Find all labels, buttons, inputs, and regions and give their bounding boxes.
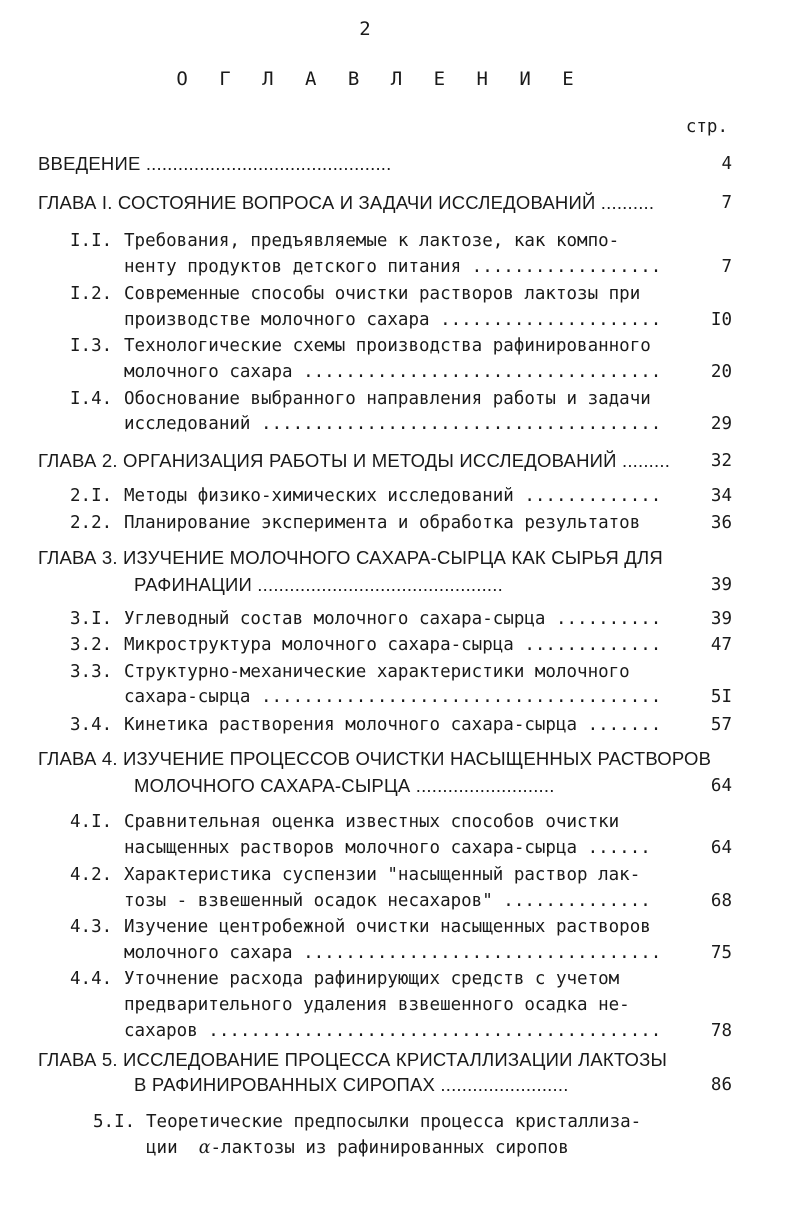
chapter-number: ГЛАВА 2. — [38, 450, 118, 471]
section-number: 3.4. — [70, 715, 113, 735]
entry-page: I0 — [710, 310, 732, 330]
leader-dots: .......... — [595, 192, 655, 213]
section-title-line: насыщенных растворов молочного сахара-сырца ...... — [124, 838, 651, 858]
entry-page: 39 — [710, 575, 732, 595]
section-number: 4.4. — [70, 969, 113, 989]
entry-page: 64 — [710, 838, 732, 858]
entry-page: 39 — [710, 609, 732, 629]
section-title-line: ненту продуктов детского питания .................. — [124, 257, 662, 277]
section-number: 2.2. — [70, 513, 113, 533]
section-number: 4.I. — [70, 812, 113, 832]
section-number: I.4. — [70, 389, 113, 409]
chapter-title: ИЗУЧЕНИЕ ПРОЦЕССОВ ОЧИСТКИ НАСЫЩЕННЫХ РАСТВОРОВ — [117, 748, 712, 769]
entry-page: 36 — [710, 513, 732, 533]
section-number: 3.I. — [70, 609, 113, 629]
chapter-title: СОСТОЯНИЕ ВОПРОСА И ЗАДАЧИ ИССЛЕДОВАНИЙ — [112, 192, 596, 213]
section-title-line — [146, 1137, 569, 1159]
leader-dots: .......................... — [410, 775, 555, 796]
section-title-line: Сравнительная оценка известных способов очистки — [124, 812, 620, 832]
section-title-line: молочного сахара .................................. — [124, 362, 662, 382]
entry-page: 78 — [710, 1021, 732, 1041]
section-number: I.3. — [70, 336, 113, 356]
chapter-title-cont: МОЛОЧНОГО САХАРА-СЫРЦА — [134, 775, 411, 796]
chapter-number: ГЛАВА 3. — [38, 547, 118, 568]
chapter-title-cont: РАФИНАЦИИ — [134, 574, 252, 595]
section-title-line: Технологические схемы производства рафинированного — [124, 336, 651, 356]
section-title-line: молочного сахара .................................. — [124, 943, 662, 963]
section-title-line: Кинетика растворения молочного сахара-сырца ....... — [124, 715, 662, 735]
chapter-number: ГЛАВА 5. — [38, 1049, 118, 1070]
section-title-line: сахаров ........................................... — [124, 1021, 662, 1041]
section-title-line: Углеводный состав молочного сахара-сырца .......... — [124, 609, 662, 629]
chapter-title-cont: В РАФИНИРОВАННЫХ СИРОПАХ — [134, 1074, 436, 1095]
entry-page: 47 — [710, 635, 732, 655]
section-title-line: Методы физико-химических исследований ............. — [124, 486, 662, 506]
chapter-title: ИССЛЕДОВАНИЕ ПРОЦЕССА КРИСТАЛЛИЗАЦИИ ЛАКТОЗЫ — [117, 1049, 668, 1070]
page-number: 2 — [359, 18, 371, 40]
section-title-line: исследований ...................................... — [124, 414, 662, 434]
section-title-line: Микроструктура молочного сахара-сырца ............. — [124, 635, 662, 655]
entry-page: 7 — [721, 257, 732, 277]
chapter-number: ГЛАВА 4. — [38, 748, 118, 769]
entry-title: ВВЕДЕНИЕ — [38, 153, 141, 174]
entry-page: 75 — [710, 943, 732, 963]
section-number: I.I. — [70, 231, 113, 251]
section-number: 5.I. — [93, 1112, 136, 1132]
alpha-symbol: α — [198, 1138, 211, 1158]
leader-dots: .............................................. — [140, 153, 392, 174]
section-title-line: Современные способы очистки растворов лактозы при — [124, 284, 641, 304]
section-title-line: Теоретические предпосылки процесса кристаллиза- — [146, 1112, 642, 1132]
section-number: 4.2. — [70, 865, 113, 885]
section-title-line: Планирование эксперимента и обработка результатов — [124, 513, 641, 533]
entry-page: 64 — [710, 776, 732, 796]
entry-page: 57 — [710, 715, 732, 735]
entry-page: 29 — [710, 414, 732, 434]
section-number: 3.3. — [70, 662, 113, 682]
chapter-title: ИЗУЧЕНИЕ МОЛОЧНОГО САХАРА-СЫРЦА КАК СЫРЬЯ ДЛЯ — [117, 547, 663, 568]
text-fragment: -лактозы из рафинированных сиропов — [210, 1138, 569, 1158]
chapter-number: ГЛАВА I. — [38, 192, 113, 213]
entry-page: 34 — [710, 486, 732, 506]
section-title-line: предварительного удаления взвешенного осадка не- — [124, 995, 630, 1015]
section-title-line: Характеристика суспензии "насыщенный раствор лак- — [124, 865, 641, 885]
section-number: I.2. — [70, 284, 113, 304]
section-title-line: производстве молочного сахара ..................... — [124, 310, 662, 330]
leader-dots: .............................................. — [251, 574, 503, 595]
section-title-line: Изучение центробежной очистки насыщенных растворов — [124, 917, 651, 937]
text-fragment: ции — [146, 1138, 199, 1158]
section-title-line: Обоснование выбранного направления работы и задачи — [124, 389, 651, 409]
leader-dots: ......... — [616, 450, 671, 471]
section-title-line: Требования, предъявляемые к лактозе, как компо- — [124, 231, 620, 251]
entry-page: 20 — [710, 362, 732, 382]
section-number: 3.2. — [70, 635, 113, 655]
section-number: 4.3. — [70, 917, 113, 937]
section-title-line: Уточнение расхода рафинирующих средств с учетом — [124, 969, 620, 989]
chapter-title: ОРГАНИЗАЦИЯ РАБОТЫ И МЕТОДЫ ИССЛЕДОВАНИЙ — [117, 450, 617, 471]
page-column-label: стр. — [685, 117, 728, 137]
section-title-line: тозы - взвешенный осадок несахаров" .............. — [124, 891, 651, 911]
section-title-line: Структурно-механические характеристики молочного — [124, 662, 630, 682]
entry-page: 32 — [710, 451, 732, 471]
entry-page: 7 — [721, 193, 732, 213]
leader-dots: ........................ — [435, 1074, 569, 1095]
entry-page: 5I — [710, 687, 732, 707]
section-number: 2.I. — [70, 486, 113, 506]
entry-page: 86 — [710, 1075, 732, 1095]
section-title-line: сахара-сырца ...................................... — [124, 687, 662, 707]
entry-page: 68 — [710, 891, 732, 911]
entry-page: 4 — [721, 154, 732, 174]
page-title: О Г Л А В Л Е Н И Е — [176, 68, 584, 90]
